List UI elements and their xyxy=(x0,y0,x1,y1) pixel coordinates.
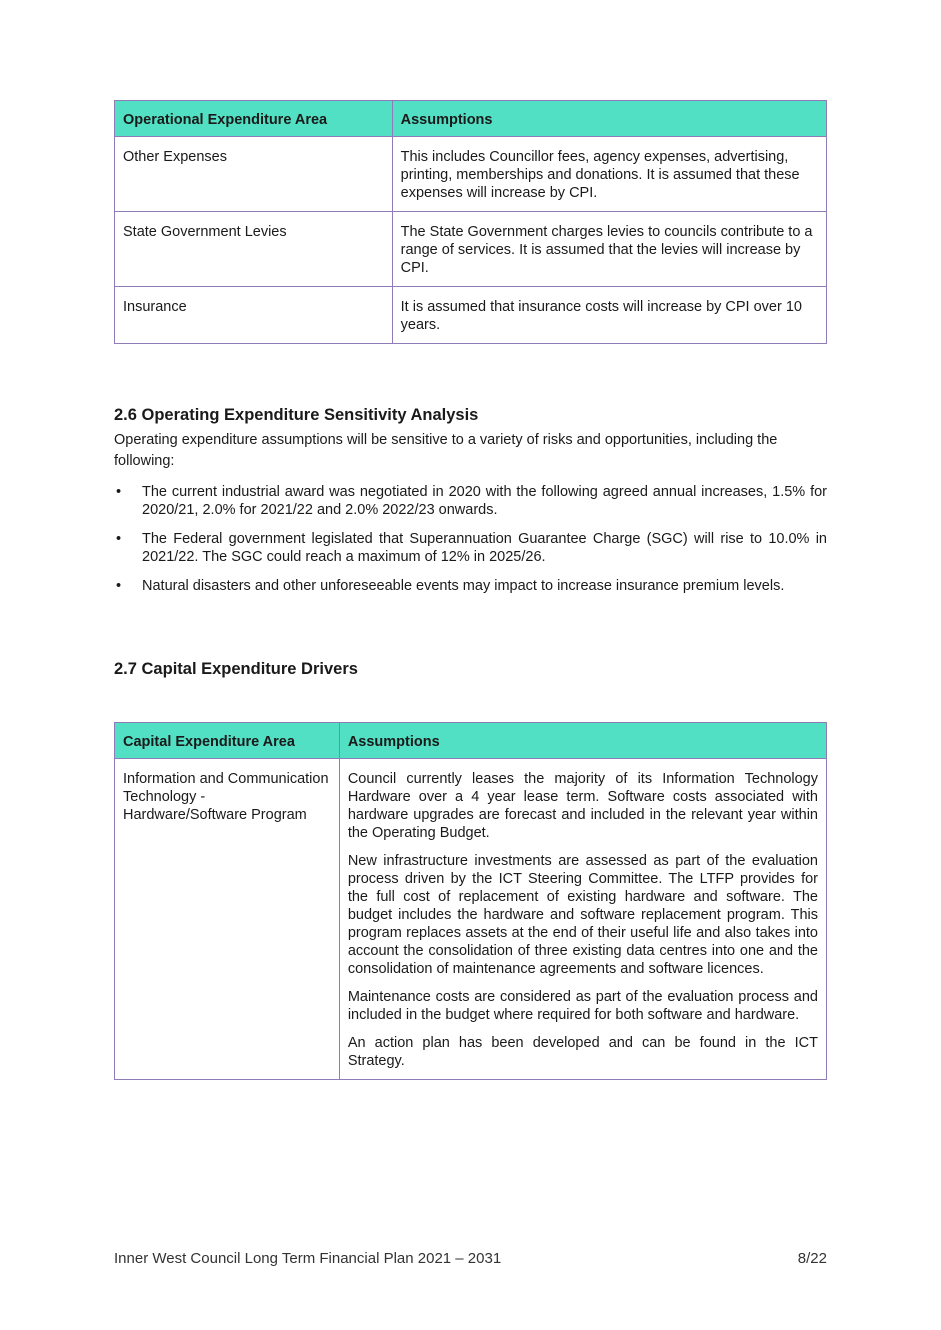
assumption-paragraph: Maintenance costs are considered as part of the evaluation process and included in the budget where required for both software and hardware. xyxy=(347,989,818,1023)
cell-assumption: It is assumed that insurance costs will increase by CPI over 10 years. xyxy=(392,287,826,344)
cell-assumption: The State Government charges levies to councils contribute to a range of services. It is assumed that the levies will increase by CPI. xyxy=(392,212,826,287)
bullet-icon: • xyxy=(116,531,122,547)
cell-assumption: This includes Councillor fees, agency expenses, advertising, printing, memberships and donations. It is assumed that these expenses will increase by CPI. xyxy=(392,137,826,212)
column-header-area: Operational Expenditure Area xyxy=(115,101,393,137)
list-item-text: The current industrial award was negotiated in 2020 with the following agreed annual increases, 1.5% for 2020/21, 2.0% for 2021/22 and 2.0% 2022/23 onwards. xyxy=(142,484,827,518)
cell-area: State Government Levies xyxy=(115,212,393,287)
list-item-text: The Federal government legislated that Superannuation Guarantee Charge (SGC) will rise to 10.0% in 2021/22. The SGC could reach a maximum of 12% in 2025/26. xyxy=(142,531,827,565)
column-header-assumptions: Assumptions xyxy=(392,101,826,137)
column-header-assumptions: Assumptions xyxy=(339,723,826,759)
bullet-icon: • xyxy=(116,578,122,594)
section-heading-2-6: 2.6 Operating Expenditure Sensitivity Analysis xyxy=(114,406,479,424)
cell-assumption xyxy=(339,759,826,1080)
table-row xyxy=(115,287,827,344)
sensitivity-bullet-list xyxy=(114,483,827,606)
table-header-row xyxy=(115,723,827,759)
cell-area: Insurance xyxy=(115,287,393,344)
page-number: 8/22 xyxy=(797,1250,827,1267)
operational-expenditure-table xyxy=(114,100,827,344)
cell-area: Information and Communication Technology - Hardware/Software Program xyxy=(115,759,340,1080)
table-row xyxy=(115,759,827,1080)
capital-expenditure-table xyxy=(114,722,827,1080)
table-row xyxy=(115,137,827,212)
column-header-area: Capital Expenditure Area xyxy=(115,723,340,759)
list-item-text: Natural disasters and other unforeseeable events may impact to increase insurance premium levels. xyxy=(142,578,785,594)
assumption-paragraph: New infrastructure investments are assessed as part of the evaluation process driven by the ICT Steering Committee. The LTFP provides for the full cost of replacement of existing hardware and software. The budget includes the hardware and software replacement program. This program replaces assets at the end of their useful life and also takes into account the consolidation of three existing data centres into one and the consolidation of maintenance agreements and software licences. xyxy=(347,853,818,977)
footer-title: Inner West Council Long Term Financial Plan 2021 – 2031 xyxy=(114,1250,502,1267)
section-heading-2-7: 2.7 Capital Expenditure Drivers xyxy=(114,660,358,678)
section-intro: Operating expenditure assumptions will be sensitive to a variety of risks and opportunities, including the following: xyxy=(114,432,778,469)
list-item xyxy=(114,530,827,566)
assumption-paragraph: Council currently leases the majority of its Information Technology Hardware over a 4 year lease term. Software costs associated with hardware upgrades are forecast and included in the relevant year within the Operating Budget. xyxy=(347,771,818,841)
cell-area: Other Expenses xyxy=(115,137,393,212)
table-header-row xyxy=(115,101,827,137)
bullet-icon: • xyxy=(116,484,122,500)
list-item xyxy=(114,577,827,595)
assumption-paragraph: An action plan has been developed and can be found in the ICT Strategy. xyxy=(347,1035,818,1069)
table-row xyxy=(115,212,827,287)
list-item xyxy=(114,483,827,519)
